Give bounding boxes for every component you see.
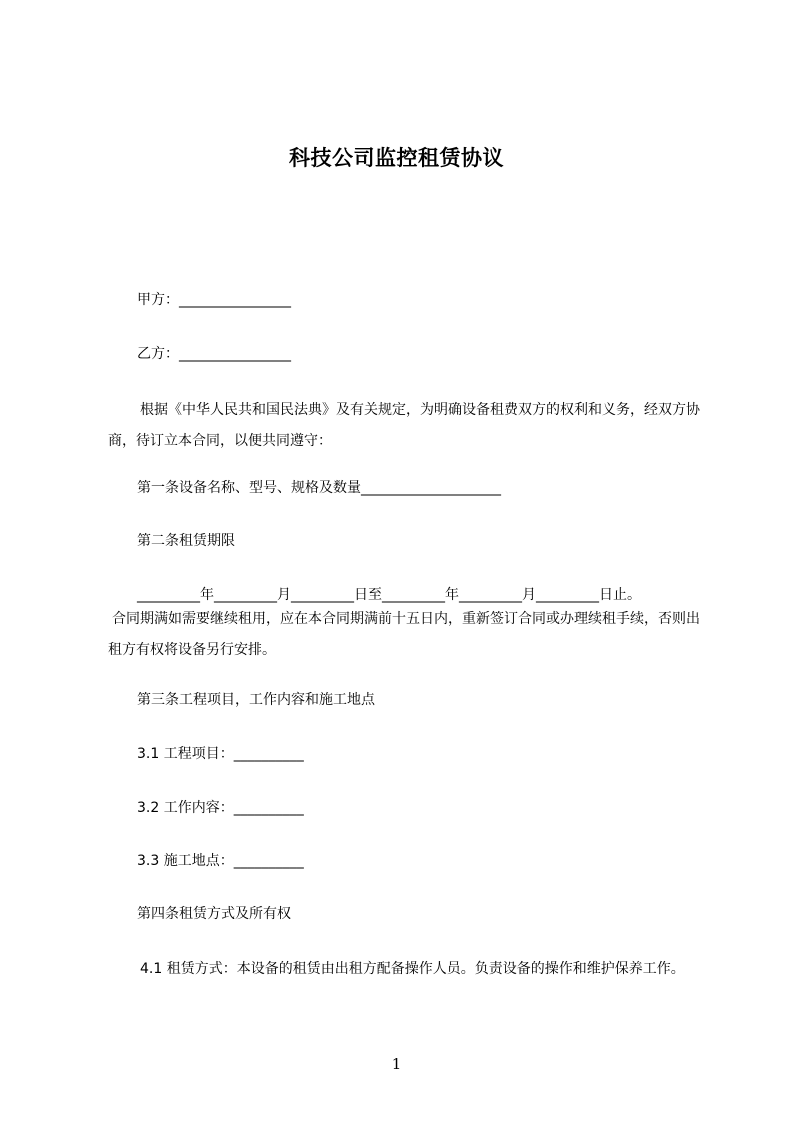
article-2-dates: _________年_________月_________日至_________年_________月_________日止。 <box>137 587 641 603</box>
document-title: 科技公司监控租赁协议 <box>289 146 504 170</box>
party-b-field: 乙方：________________ <box>137 346 291 362</box>
article-2-body: 合同期满如需要继续租用，应在本合同期满前十五日内，重新签订合同或办理续租手续，否则出租方有权将设备另行安排。 <box>108 611 700 658</box>
article-3-title: 第三条工程项目，工作内容和施工地点 <box>137 692 375 708</box>
item-3-2: 3.2 工作内容：__________ <box>137 800 304 816</box>
article-4-title: 第四条租赁方式及所有权 <box>137 906 291 922</box>
item-4-1: 4.1 租赁方式：本设备的租赁由出租方配备操作人员。负责设备的操作和维护保养工作。 <box>140 961 685 977</box>
article-1: 第一条设备名称、型号、规格及数量____________________ <box>137 480 501 496</box>
article-2-title: 第二条租赁期限 <box>137 533 235 549</box>
item-3-1: 3.1 工程项目：__________ <box>137 746 304 762</box>
item-3-3: 3.3 施工地点：__________ <box>137 853 304 869</box>
page-number: 1 <box>391 1055 402 1073</box>
party-a-field: 甲方：________________ <box>137 292 291 308</box>
intro-paragraph: 根据《中华人民共和国民法典》及有关规定，为明确设备租费双方的权利和义务，经双方协商，待订立本合同，以便共同遵守： <box>108 402 700 449</box>
